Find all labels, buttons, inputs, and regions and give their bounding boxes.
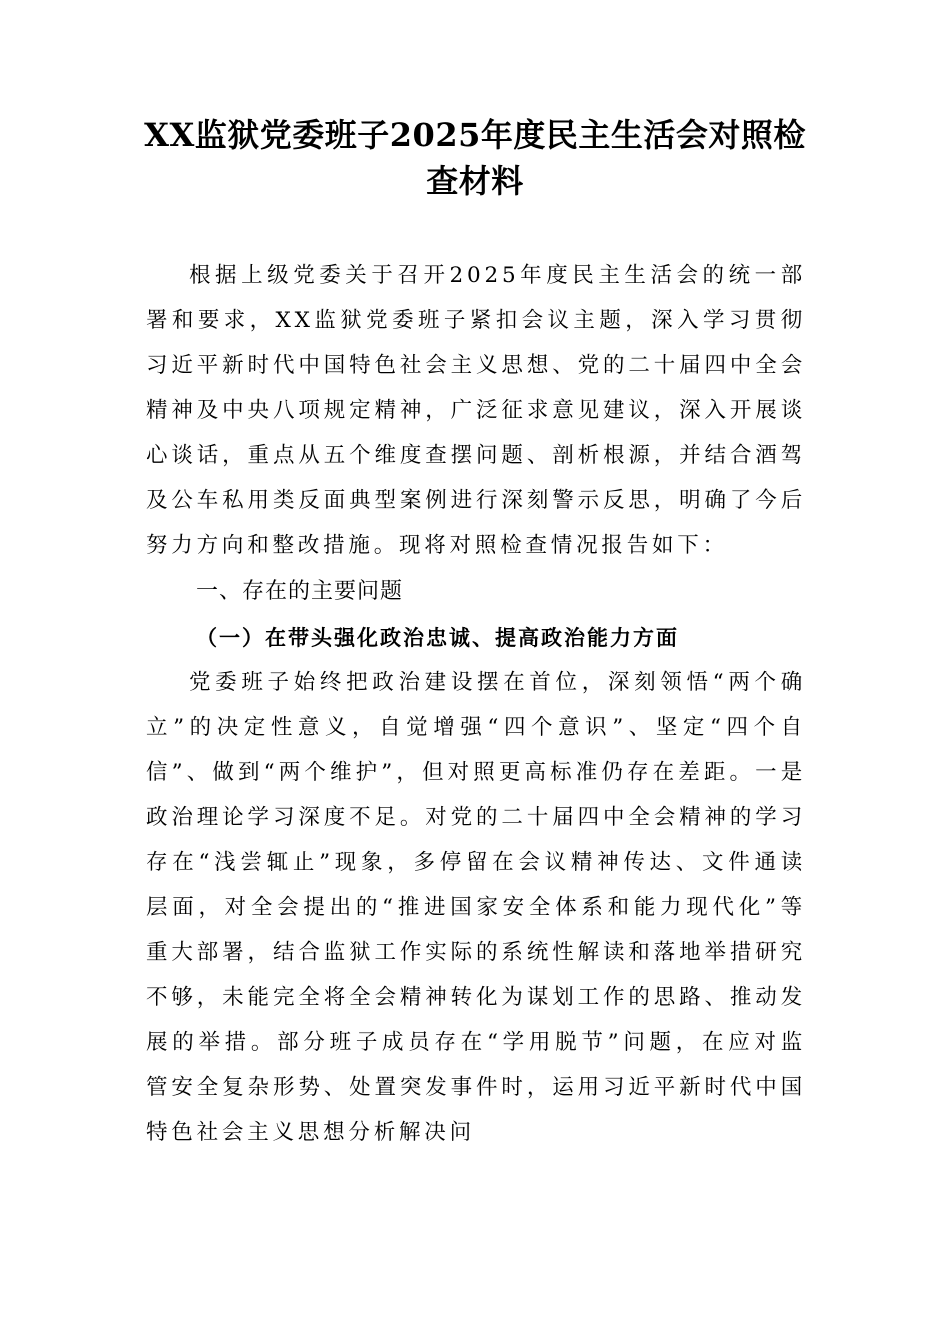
subsection-paragraph: 党委班子始终把政治建设摆在首位，深刻领悟“两个确立”的决定性意义，自觉增强“四个意识”、坚定“四个自信”、做到“两个维护”，但对照更高标准仍存在差距。一是政治理论学习深度不足。对党的二十届四中全会精神的学习存在“浅尝辄止”现象，多停留在会议精神传达、文件通读层面，对全会提出的“推进国家安全体系和能力现代化”等重大部署，结合监狱工作实际的系统性解读和落地举措研究不够，未能完全将全会精神转化为谋划工作的思路、推动发展的举措。部分班子成员存在“学用脱节”问题，在应对监管安全复杂形势、处置突发事件时，运用习近平新时代中国特色社会主义思想分析解决问 xyxy=(146,670,806,1145)
subsection-heading: （一）在带头强化政治忠诚、提高政治能力方面 xyxy=(196,625,679,650)
document-title: XX监狱党委班子2025年度民主生活会对照检查材料 xyxy=(144,116,806,200)
intro-paragraph: 根据上级党委关于召开2025年度民主生活会的统一部署和要求，XX监狱党委班子紧扣会议主题，深入学习贯彻习近平新时代中国特色社会主义思想、党的二十届四中全会精神及中央八项规定精神，广泛征求意见建议，深入开展谈心谈话，重点从五个维度查摆问题、剖析根源，并结合酒驾及公车私用类反面典型案例进行深刻警示反思，明确了今后努力方向和整改措施。现将对照检查情况报告如下： xyxy=(146,263,806,558)
section-heading: 一、存在的主要问题 xyxy=(196,579,404,604)
document-body xyxy=(146,253,806,1155)
